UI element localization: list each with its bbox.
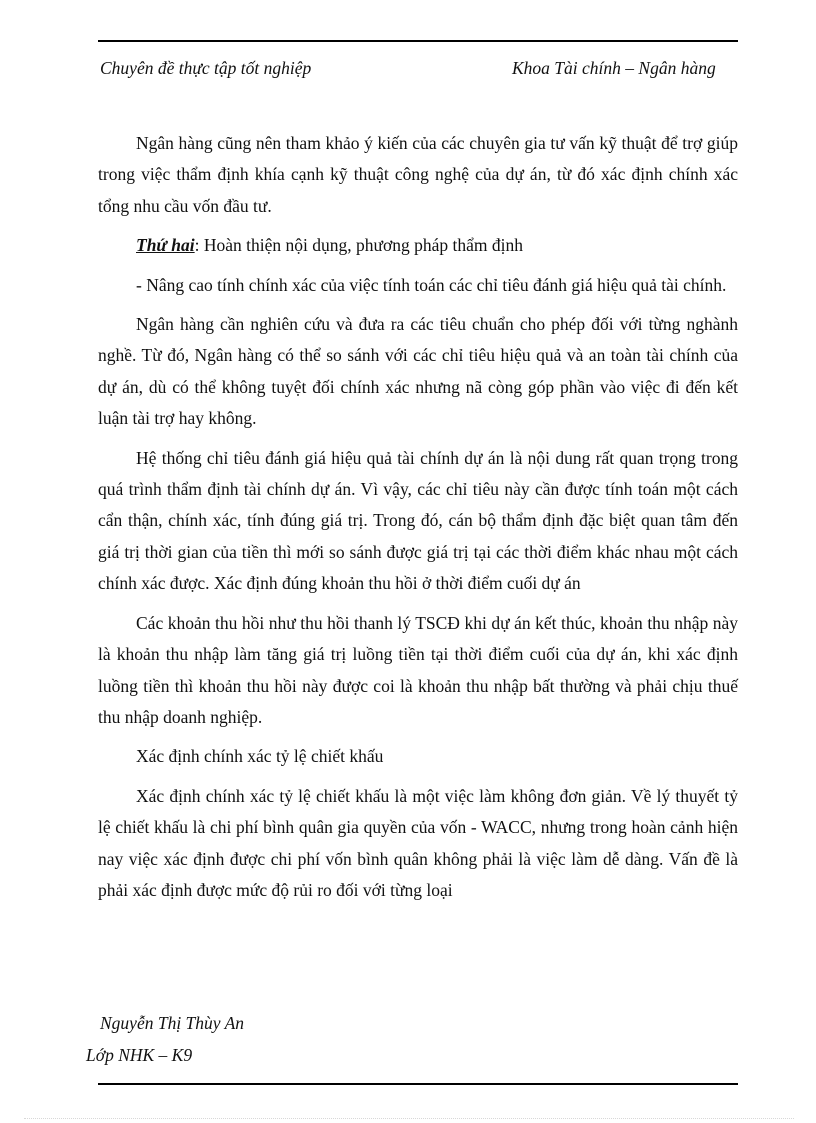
paragraph: Ngân hàng cần nghiên cứu và đưa ra các tiêu chuẩn cho phép đối với từng nghành nghề. Từ đó, Ngân hàng có thể so sánh với các chỉ tiêu hiệu quả và an toàn tài chính của dự án, dù có thể không tuyệt đối chính xác nhưng nã còng góp phần vào việc đi đến kết luận tài trợ hay không. — [98, 314, 738, 429]
document-body — [98, 128, 738, 914]
paragraph: Hệ thống chỉ tiêu đánh giá hiệu quả tài chính dự án là nội dung rất quan trọng trong quá trình thẩm định tài chính dự án. Vì vậy, các chỉ tiêu này cần được tính toán một cách cẩn thận, chính xác, tính đúng giá trị. Trong đó, cán bộ thẩm định đặc biệt quan tâm đến giá trị thời gian của tiền thì mới so sánh được giá trị tại các thời điểm khác nhau một cách chính xác được. Xác định đúng khoản thu hồi ở thời điểm cuối dự án — [98, 447, 738, 594]
paragraph: Các khoản thu hồi như thu hồi thanh lý TSCĐ khi dự án kết thúc, khoản thu nhập này là khoản thu nhập làm tăng giá trị luồng tiền tại thời điểm cuối của dự án, khi xác định luồng tiền thì khoản thu hồi này được coi là khoản thu nhập bất thường và phải chịu thuế thu nhập doanh nghiệp. — [98, 612, 738, 727]
subheading: Xác định chính xác tỷ lệ chiết khấu — [136, 746, 384, 767]
section-heading — [98, 230, 738, 261]
section-heading-label: Thứ hai — [136, 235, 195, 256]
header-faculty: Khoa Tài chính – Ngân hàng — [512, 58, 716, 78]
paragraph: Xác định chính xác tỷ lệ chiết khấu là một việc làm không đơn giản. Về lý thuyết tỷ lệ chiết khấu là chi phí bình quân gia quyền của vốn - WACC, nhưng trong hoàn cảnh hiện nay việc xác định được chi phí vốn bình quân không phải là việc làm dễ dàng. Vấn đề là phải xác định được mức độ rủi ro đối với từng loại — [98, 785, 738, 900]
header-thesis-title: Chuyên đề thực tập tốt nghiệp — [100, 58, 312, 78]
page-edge — [24, 1118, 794, 1119]
header-rule — [98, 40, 738, 42]
paragraph: Ngân hàng cũng nên tham khảo ý kiến của các chuyên gia tư vấn kỹ thuật để trợ giúp trong việc thẩm định khía cạnh kỹ thuật công nghệ của dự án, từ đó xác định chính xác tổng nhu cầu vốn đầu tư. — [98, 133, 738, 216]
footer-rule — [98, 1083, 738, 1085]
section-heading-text: : Hoàn thiện nội dụng, phương pháp thẩm định — [194, 235, 523, 256]
paragraph: - Nâng cao tính chính xác của việc tính toán các chỉ tiêu đánh giá hiệu quả tài chính. — [136, 274, 727, 295]
footer-author: Nguyễn Thị Thùy An — [100, 1013, 245, 1033]
footer-class: Lớp NHK – K9 — [86, 1045, 193, 1065]
